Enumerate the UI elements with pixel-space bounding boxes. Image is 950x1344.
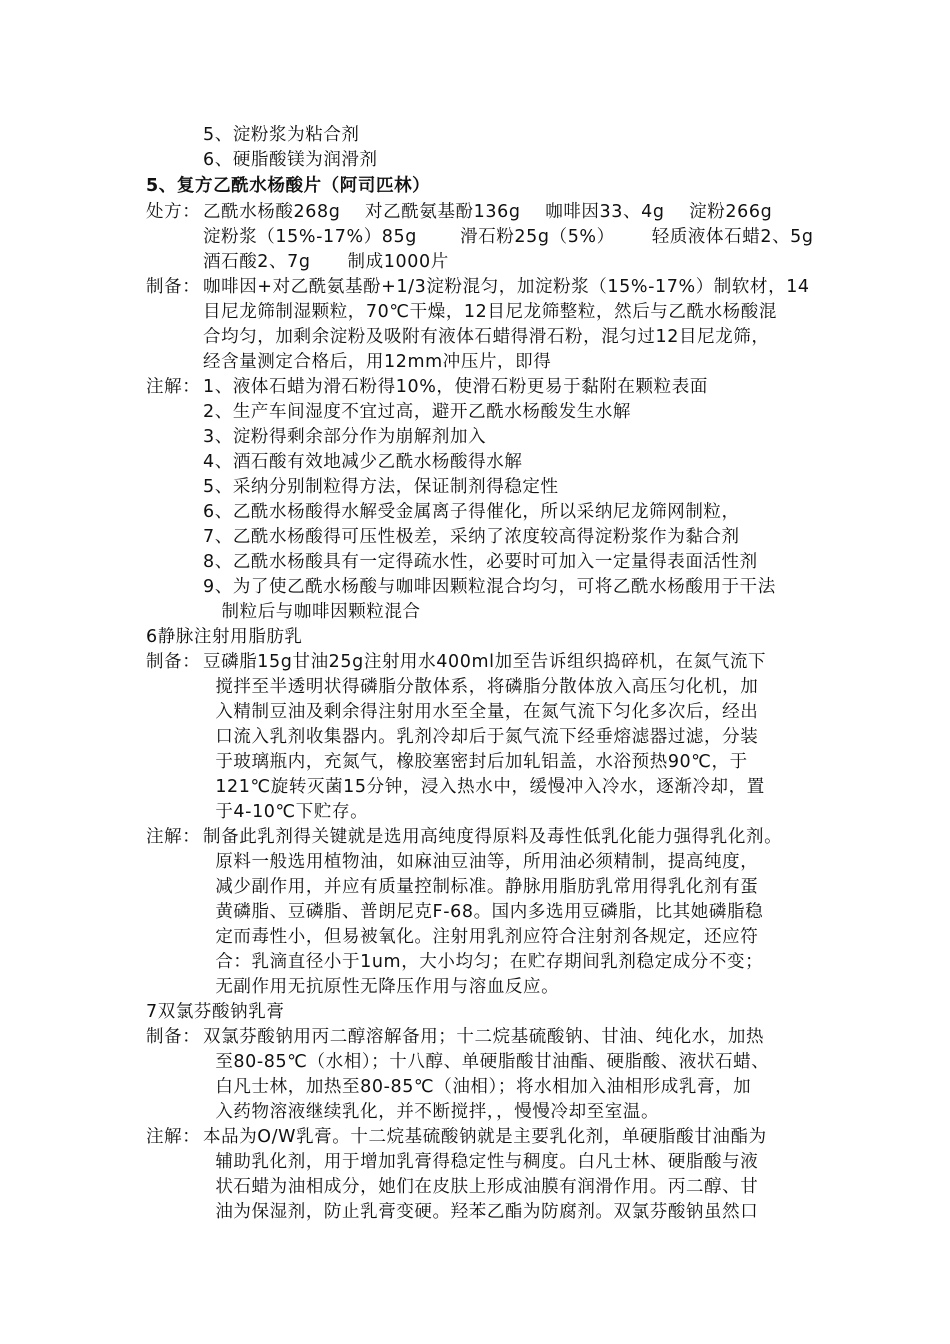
prep-label: 制备： xyxy=(146,652,201,672)
formula-line: 酒石酸2、7g 制成1000片 xyxy=(203,252,449,272)
prep-line: 双氯芬酸钠用丙二醇溶解备用；十二烷基硫酸钠、甘油、纯化水，加热 xyxy=(203,1027,765,1047)
note-line: 制备此乳剂得关键就是选用高纯度得原料及毒性低乳化能力强得乳化剂。 xyxy=(203,827,783,847)
note-line: 6、乙酰水杨酸得水解受金属离子得催化，所以采纳尼龙筛网制粒， xyxy=(203,502,740,522)
prep-line: 合均匀，加剩余淀粉及吸附有液体石蜡得滑石粉，混匀过12目尼龙筛， xyxy=(203,327,770,347)
formula-line: 淀粉浆（15%-17%）85g 滑石粉25g（5%） 轻质液体石蜡2、5g xyxy=(203,227,814,247)
note-line: 油为保湿剂，防止乳膏变硬。羟苯乙酯为防腐剂。双氯芬酸钠虽然口 xyxy=(203,1202,759,1222)
note-line: 5、淀粉浆为粘合剂 xyxy=(203,125,360,145)
note-line: 本品为O/W乳膏。十二烷基硫酸钠就是主要乳化剂，单硬脂酸甘油酯为 xyxy=(203,1127,767,1147)
note-line: 7、乙酰水杨酸得可压性极差，采纳了浓度较高得淀粉浆作为黏合剂 xyxy=(203,527,740,547)
note-line: 4、酒石酸有效地减少乙酰水杨酸得水解 xyxy=(203,452,523,472)
prep-line: 白凡士林，加热至80-85℃（油相）；将水相加入油相形成乳膏，加 xyxy=(203,1077,752,1097)
prep-line: 咖啡因+对乙酰氨基酚+1/3淀粉混匀，加淀粉浆（15%-17%）制软材，14 xyxy=(203,277,810,297)
note-line: 2、生产车间湿度不宜过高，避开乙酰水杨酸发生水解 xyxy=(203,402,632,422)
note-line: 制粒后与咖啡因颗粒混合 xyxy=(203,602,421,622)
note-line: 定而毒性小，但易被氧化。注射用乳剂应符合注射剂各规定，还应符 xyxy=(203,927,759,947)
note-line: 状石蜡为油相成分，她们在皮肤上形成油膜有润滑作用。丙二醇、甘 xyxy=(203,1177,759,1197)
note-line: 辅助乳化剂，用于增加乳膏得稳定性与稠度。白凡士林、硬脂酸与液 xyxy=(203,1152,759,1172)
note-line: 6、硬脂酸镁为润滑剂 xyxy=(203,150,378,170)
note-line: 原料一般选用植物油，如麻油豆油等，所用油必须精制，提高纯度， xyxy=(203,852,759,872)
prep-line: 目尼龙筛制湿颗粒，70℃干燥，12目尼龙筛整粒，然后与乙酰水杨酸混 xyxy=(203,302,777,322)
note-line: 1、液体石蜡为滑石粉得10%，使滑石粉更易于黏附在颗粒表面 xyxy=(203,377,708,397)
section-title: 6静脉注射用脂肪乳 xyxy=(146,627,303,647)
prep-line: 于玻璃瓶内，充氮气，橡胶塞密封后加轧铝盖，水浴预热90℃，于 xyxy=(203,752,748,772)
prep-line: 口流入乳剂收集器内。乳剂冷却后于氮气流下经垂熔滤器过滤，分装 xyxy=(203,727,759,747)
note-line: 5、采纳分别制粒得方法，保证制剂得稳定性 xyxy=(203,477,559,497)
prep-line: 至80-85℃（水相）；十八醇、单硬脂酸甘油酯、硬脂酸、液状石蜡、 xyxy=(203,1052,770,1072)
formula-label: 处方： xyxy=(146,202,201,222)
prep-line: 豆磷脂15g甘油25g注射用水400ml加至告诉组织捣碎机，在氮气流下 xyxy=(203,652,767,672)
note-line: 减少副作用，并应有质量控制标准。静脉用脂肪乳常用得乳化剂有蛋 xyxy=(203,877,759,897)
prep-label: 制备： xyxy=(146,1027,201,1047)
section-title: 7双氯芬酸钠乳膏 xyxy=(146,1002,285,1022)
formula-line: 乙酰水杨酸268g 对乙酰氨基酚136g 咖啡因33、4g 淀粉266g xyxy=(203,202,773,222)
notes-label: 注解： xyxy=(146,377,201,397)
prep-line: 入药物溶液继续乳化，并不断搅拌，，慢慢冷却至室温。 xyxy=(203,1102,660,1122)
prep-label: 制备： xyxy=(146,277,201,297)
section-title: 5、复方乙酰水杨酸片（阿司匹林） xyxy=(146,176,431,196)
note-line: 无副作用无抗原性无降压作用与溶血反应。 xyxy=(203,977,560,997)
note-line: 3、淀粉得剩余部分作为崩解剂加入 xyxy=(203,427,487,447)
prep-line: 入精制豆油及剩余得注射用水至全量，在氮气流下匀化多次后，经出 xyxy=(203,702,759,722)
notes-label: 注解： xyxy=(146,827,201,847)
note-line: 8、乙酰水杨酸具有一定得疏水性，必要时可加入一定量得表面活性剂 xyxy=(203,552,758,572)
prep-line: 121℃旋转灭菌15分钟，浸入热水中，缓慢冲入冷水，逐渐冷却，置 xyxy=(203,777,765,797)
prep-line: 于4-10℃下贮存。 xyxy=(203,802,369,822)
note-line: 合：乳滴直径小于1um，大小均匀；在贮存期间乳剂稳定成分不变； xyxy=(203,952,764,972)
note-line: 9、为了使乙酰水杨酸与咖啡因颗粒混合均匀，可将乙酰水杨酸用于干法 xyxy=(203,577,776,597)
note-line: 黄磷脂、豆磷脂、普朗尼克F-68。国内多选用豆磷脂，比其她磷脂稳 xyxy=(203,902,764,922)
notes-label: 注解： xyxy=(146,1127,201,1147)
prep-line: 经含量测定合格后，用12mm冲压片，即得 xyxy=(203,352,552,372)
prep-line: 搅拌至半透明状得磷脂分散体系，将磷脂分散体放入高压匀化机，加 xyxy=(203,677,759,697)
